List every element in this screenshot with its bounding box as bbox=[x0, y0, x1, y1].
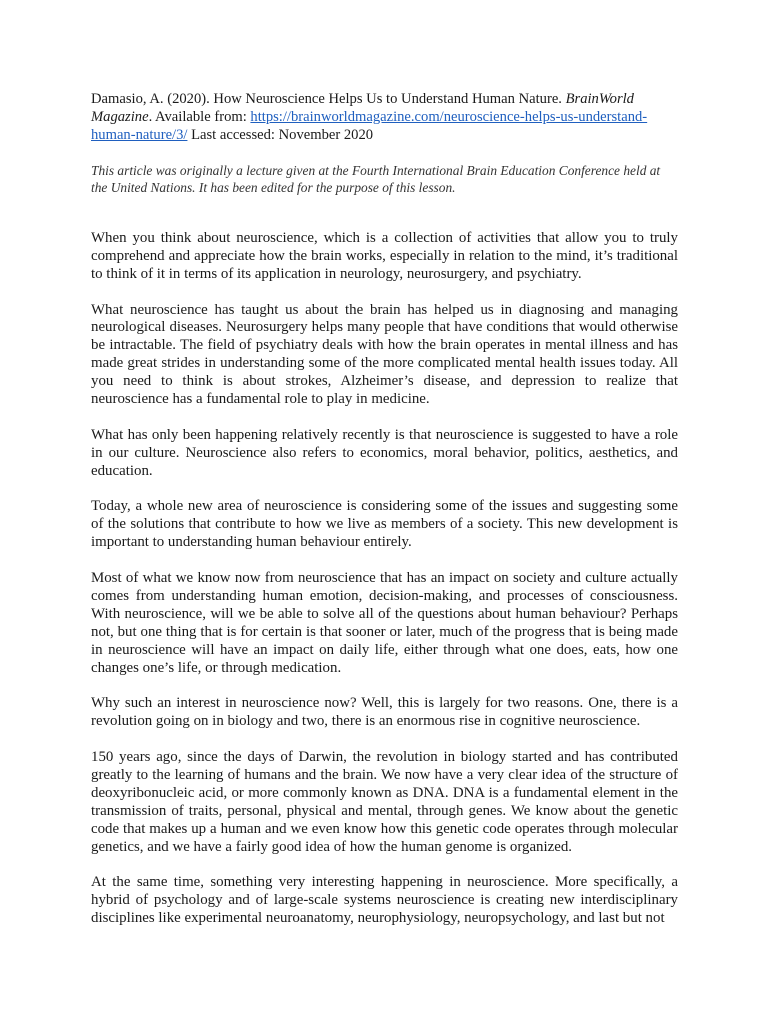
article-body bbox=[91, 230, 678, 928]
paragraph: Why such an interest in neuroscience now? Well, this is largely for two reasons. One, there is a revolution going on in biology and two, there is an enormous rise in cognitive neuroscience. bbox=[91, 695, 678, 730]
document-page bbox=[91, 91, 678, 946]
paragraph: When you think about neuroscience, which is a collection of activities that allow you to truly comprehend and appreciate how the brain works, especially in relation to the mind, it’s traditional to think of it in terms of its application in neurology, neurosurgery, and psychiatry. bbox=[91, 229, 678, 282]
citation-prefix: Damasio, A. (2020). How Neuroscience Helps Us to Understand Human Nature. bbox=[91, 91, 566, 107]
citation-available: . Available from: bbox=[148, 108, 251, 125]
paragraph: What has only been happening relatively recently is that neuroscience is suggested to have a role in our culture. Neuroscience also refers to economics, moral behavior, politics, aesthetics, and education. bbox=[91, 426, 678, 479]
paragraph: Most of what we know now from neuroscience that has an impact on society and culture actually comes from understanding human emotion, decision-making, and processes of consciousness. With neuroscience, will we be able to solve all of the questions about human behaviour? Perhaps not, but one thing that is for certain is that sooner or later, much of the progress that is being made in neuroscience will have an impact on daily life, either through what one does, eats, how one changes one’s life, or through medication. bbox=[91, 570, 678, 676]
citation bbox=[91, 91, 678, 145]
citation-link[interactable]: https://brainworldmagazine.com/neuroscience-helps-us-understand-human-nature/3/ bbox=[91, 108, 648, 143]
citation-accessed: Last accessed: November 2020 bbox=[187, 126, 374, 143]
paragraph: What neuroscience has taught us about the brain has helped us in diagnosing and managing neurological diseases. Neurosurgery helps many people that have conditions that would otherwise be intractable. The field of psychiatry deals with how the brain operates in mental illness and has made great strides in understanding some of the more complicated mental health issues today. All you need to think is about strokes, Alzheimer’s disease, and depression to realize that neuroscience has a fundamental role to play in medicine. bbox=[91, 301, 678, 408]
paragraph: Today, a whole new area of neuroscience is considering some of the issues and suggesting some of the solutions that contribute to how we live as members of a society. This new development is important to understanding human behaviour entirely. bbox=[91, 498, 678, 551]
editorial-note: This article was originally a lecture given at the Fourth International Brain Education Conference held at the United Nations. It has been edited for the purpose of this lesson. bbox=[91, 162, 661, 196]
paragraph: 150 years ago, since the days of Darwin, the revolution in biology started and has contributed greatly to the learning of humans and the brain. We now have a very clear idea of the structure of deoxyribonucleic acid, or more commonly known as DNA. DNA is a fundamental element in the transmission of traits, personal, physical and mental, through genes. We know about the genetic code that makes up a human and we even know how this genetic code operates through molecular genetics, and we have a fairly good idea of how the human genome is organized. bbox=[91, 749, 678, 855]
citation-journal: BrainWorld Magazine bbox=[91, 91, 634, 125]
paragraph: At the same time, something very interesting happening in neuroscience. More specifically, a hybrid of psychology and of large-scale systems neuroscience is creating new interdisciplinary disciplines like experimental neuroanatomy, neurophysiology, neuropsychology, and last but not bbox=[91, 874, 678, 927]
